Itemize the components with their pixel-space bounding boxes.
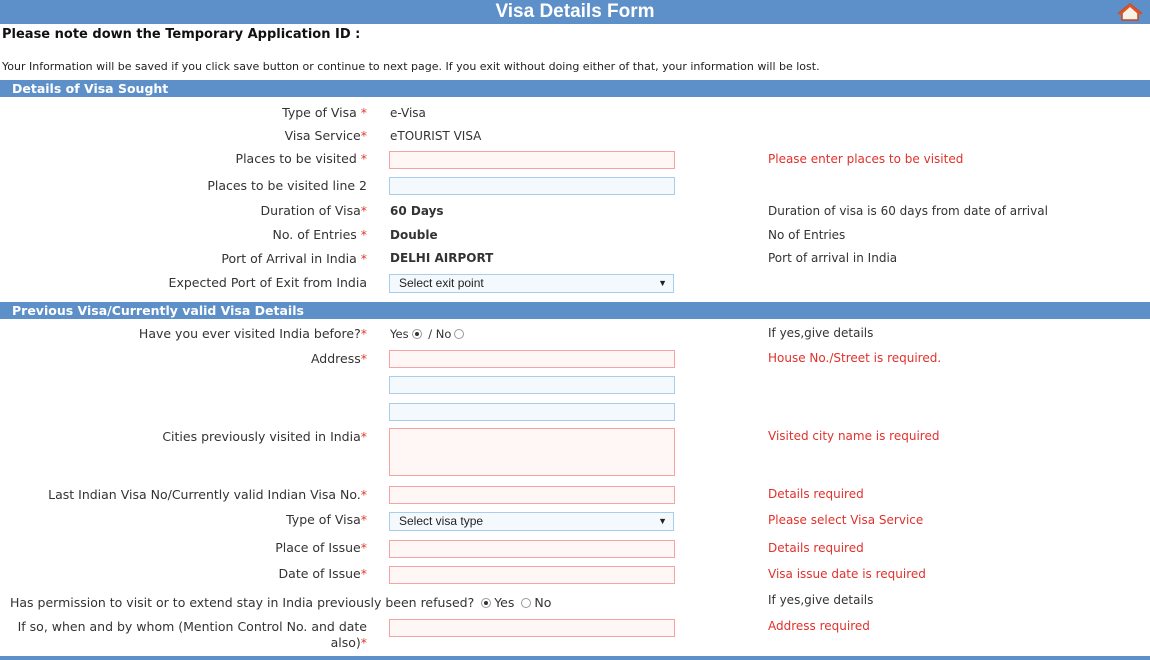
prev-visa-type-error: Please select Visa Service <box>768 513 924 527</box>
visa-service-label: Visa Service* <box>284 128 367 143</box>
temp-id-note: Please note down the Temporary Application ID : <box>2 27 361 42</box>
date-of-issue-input[interactable] <box>389 566 675 584</box>
home-icon[interactable] <box>1118 3 1142 21</box>
refused-row <box>10 595 551 610</box>
cities-label: Cities previously visited in India* <box>162 429 367 444</box>
port-exit-select[interactable]: Select exit point ▼ <box>389 274 674 293</box>
entries-value: Double <box>390 228 438 242</box>
visa-no-error: Details required <box>768 487 864 501</box>
cities-textarea[interactable] <box>389 428 675 476</box>
date-of-issue-label: Date of Issue* <box>278 566 367 581</box>
port-arrival-label: Port of Arrival in India * <box>221 251 367 266</box>
address-label: Address* <box>310 351 367 366</box>
chevron-down-icon: ▼ <box>658 278 667 288</box>
visited-no-radio[interactable] <box>454 329 464 339</box>
visited-before-radios <box>390 327 467 341</box>
places-label: Places to be visited * <box>235 151 367 166</box>
section-visa-sought: Details of Visa Sought <box>0 80 1150 97</box>
visa-no-input[interactable] <box>389 486 675 504</box>
form-title: Visa Details Form <box>495 1 655 22</box>
when-whom-input[interactable] <box>389 619 675 637</box>
cities-error: Visited city name is required <box>768 429 940 443</box>
refused-hint: If yes,give details <box>768 593 874 607</box>
refused-no-label: No <box>534 595 552 610</box>
form-title-bar <box>0 0 1150 24</box>
address-line1-input[interactable] <box>389 350 675 368</box>
visited-yes-label: Yes <box>390 327 409 341</box>
places-error: Please enter places to be visited <box>768 152 964 166</box>
visited-yes-radio[interactable] <box>412 329 422 339</box>
visited-before-hint: If yes,give details <box>768 326 874 340</box>
places-line2-input[interactable] <box>389 177 675 195</box>
port-arrival-hint: Port of arrival in India <box>768 251 898 265</box>
date-of-issue-error: Visa issue date is required <box>768 567 926 581</box>
places-line2-label: Places to be visited line 2 <box>207 178 367 193</box>
when-whom-error: Address required <box>768 619 870 633</box>
visa-no-label: Last Indian Visa No/Currently valid Indian Visa No.* <box>48 487 367 502</box>
entries-hint: No of Entries <box>768 228 846 242</box>
visited-no-label: / No <box>424 327 452 341</box>
prev-visa-type-label: Type of Visa* <box>286 512 367 527</box>
visited-before-label: Have you ever visited India before?* <box>138 326 367 341</box>
place-of-issue-input[interactable] <box>389 540 675 558</box>
port-arrival-value: DELHI AIRPORT <box>390 251 494 265</box>
section-previous-visa: Previous Visa/Currently valid Visa Details <box>0 302 1150 319</box>
port-exit-label: Expected Port of Exit from India <box>168 275 367 290</box>
visa-service-value: eTOURIST VISA <box>390 129 482 143</box>
chevron-down-icon: ▼ <box>658 516 667 526</box>
refused-label: Has permission to visit or to extend stay in India previously been refused? <box>10 595 475 610</box>
duration-label: Duration of Visa* <box>260 203 367 218</box>
prev-visa-type-select[interactable]: Select visa type ▼ <box>389 512 674 531</box>
entries-label: No. of Entries * <box>272 227 367 242</box>
refused-no-radio[interactable] <box>521 598 531 608</box>
when-whom-label: If so, when and by whom (Mention Control No. and date also)* <box>17 619 367 650</box>
address-line3-input[interactable] <box>389 403 675 421</box>
address-line2-input[interactable] <box>389 376 675 394</box>
refused-yes-radio[interactable] <box>481 598 491 608</box>
save-info-text: Your Information will be saved if you click save button or continue to next page. If you exit without doing either of that, your information will be lost. <box>2 60 820 73</box>
type-of-visa-label: Type of Visa * <box>282 105 367 120</box>
type-of-visa-value: e-Visa <box>390 106 426 120</box>
duration-hint: Duration of visa is 60 days from date of arrival <box>768 204 1048 218</box>
refused-yes-label: Yes <box>494 595 515 610</box>
bottom-border <box>0 656 1150 660</box>
places-input[interactable] <box>389 151 675 169</box>
address-error: House No./Street is required. <box>768 351 942 365</box>
place-of-issue-error: Details required <box>768 541 864 555</box>
place-of-issue-label: Place of Issue* <box>275 540 367 555</box>
duration-value: 60 Days <box>390 204 444 218</box>
